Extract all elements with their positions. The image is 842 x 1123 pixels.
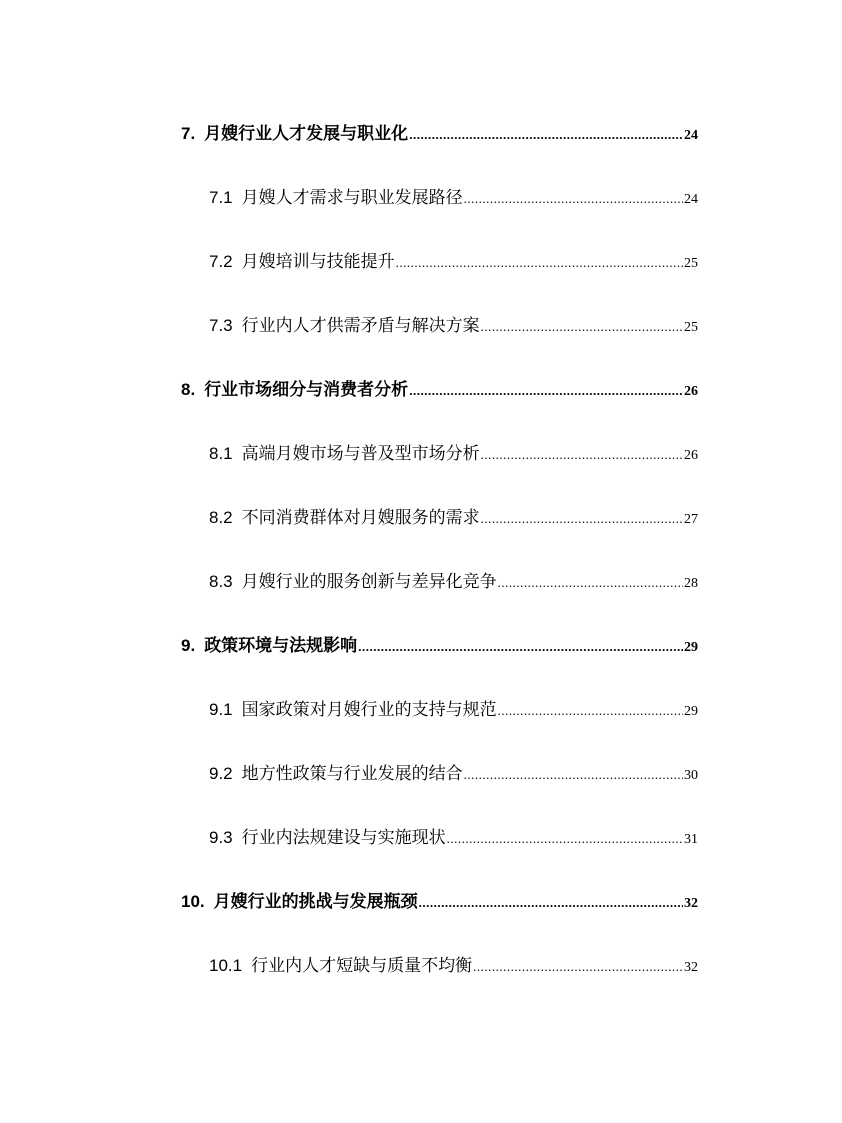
toc-entry-page: 26 (684, 384, 698, 399)
toc-entry-title: 国家政策对月嫂行业的支持与规范 (241, 700, 497, 719)
toc-entry-title: 地方性政策与行业发展的结合 (241, 764, 463, 783)
toc-entry-title: 高端月嫂市场与普及型市场分析 (241, 444, 480, 463)
toc-section-7-1[interactable] (209, 183, 698, 208)
toc-dot-leader (447, 831, 683, 847)
toc-section-10-1[interactable] (209, 951, 698, 976)
toc-dot-leader (464, 191, 683, 207)
toc-entry-page: 29 (684, 704, 698, 719)
toc-entry-number: 8. (181, 380, 196, 399)
toc-chapter-9[interactable] (181, 631, 698, 656)
toc-chapter-7[interactable] (181, 119, 698, 144)
toc-entry-number: 7.1 (209, 188, 233, 207)
toc-entry-page: 24 (684, 192, 698, 207)
toc-entry-page: 24 (684, 128, 698, 143)
toc-section-7-2[interactable] (209, 247, 698, 272)
toc-dot-leader (481, 447, 683, 463)
toc-entry-title: 月嫂人才需求与职业发展路径 (241, 188, 463, 207)
toc-section-9-3[interactable] (209, 823, 698, 848)
toc-dot-leader (481, 511, 683, 527)
toc-chapter-10[interactable] (181, 887, 698, 912)
toc-dot-leader (419, 895, 683, 911)
toc-entry-page: 28 (684, 576, 698, 591)
toc-entry-page: 27 (684, 512, 698, 527)
toc-section-7-3[interactable] (209, 311, 698, 336)
toc-entry-number: 8.1 (209, 444, 233, 463)
toc-entry-title: 行业市场细分与消费者分析 (204, 380, 409, 399)
toc-dot-leader (498, 575, 683, 591)
toc-dot-leader (396, 255, 683, 271)
toc-entry-number: 9.2 (209, 764, 233, 783)
toc-dot-leader (498, 703, 683, 719)
toc-entry-number: 10. (181, 892, 205, 911)
toc-entry-title: 月嫂行业的挑战与发展瓶颈 (213, 892, 418, 911)
toc-entry-title: 不同消费群体对月嫂服务的需求 (241, 508, 480, 527)
toc-entry-title: 月嫂行业的服务创新与差异化竞争 (241, 572, 497, 591)
toc-dot-leader (409, 127, 683, 143)
toc-entry-page: 30 (684, 768, 698, 783)
toc-entry-page: 32 (684, 960, 698, 975)
toc-entry-number: 7.2 (209, 252, 233, 271)
toc-dot-leader (358, 639, 683, 655)
toc-chapter-8[interactable] (181, 375, 698, 400)
toc-section-8-3[interactable] (209, 567, 698, 592)
toc-entry-page: 25 (684, 320, 698, 335)
toc-entry-page: 29 (684, 640, 698, 655)
toc-entry-number: 10.1 (209, 956, 243, 975)
toc-entry-page: 31 (684, 832, 698, 847)
toc-dot-leader (473, 959, 683, 975)
toc-entry-number: 9.3 (209, 828, 233, 847)
toc-dot-leader (464, 767, 683, 783)
toc-dot-leader (481, 319, 683, 335)
toc-dot-leader (409, 383, 683, 399)
toc-entry-number: 9.1 (209, 700, 233, 719)
toc-entry-page: 26 (684, 448, 698, 463)
toc-section-8-1[interactable] (209, 439, 698, 464)
toc-entry-number: 8.3 (209, 572, 233, 591)
toc-entry-title: 行业内人才供需矛盾与解决方案 (241, 316, 480, 335)
toc-entry-number: 9. (181, 636, 196, 655)
toc-entry-number: 7. (181, 124, 196, 143)
toc-entry-title: 月嫂培训与技能提升 (241, 252, 395, 271)
toc-entry-title: 行业内人才短缺与质量不均衡 (251, 956, 473, 975)
toc-entry-number: 7.3 (209, 316, 233, 335)
toc-section-9-2[interactable] (209, 759, 698, 784)
toc-entry-page: 32 (684, 896, 698, 911)
toc-entry-title: 月嫂行业人才发展与职业化 (204, 124, 409, 143)
toc-entry-number: 8.2 (209, 508, 233, 527)
toc-entry-page: 25 (684, 256, 698, 271)
toc-entry-title: 政策环境与法规影响 (204, 636, 358, 655)
toc-section-8-2[interactable] (209, 503, 698, 528)
toc-entry-title: 行业内法规建设与实施现状 (241, 828, 446, 847)
toc-section-9-1[interactable] (209, 695, 698, 720)
